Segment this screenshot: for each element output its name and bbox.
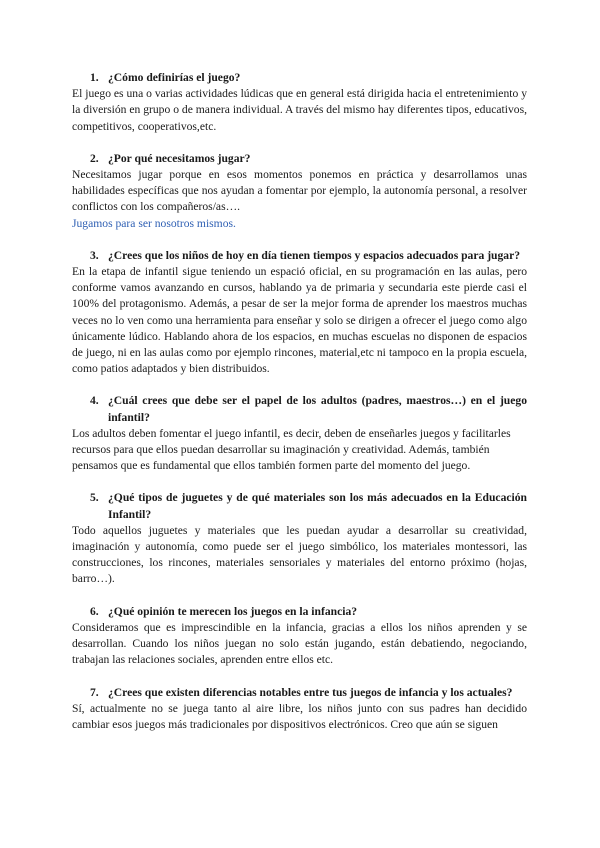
question-heading-6 [90,604,527,620]
answer-paragraph-3: En la etapa de infantil sigue teniendo un espació oficial, en su programación en las aulas, pero conforme vamos avanzando en cursos, hablando ya de primaria y secundaria este pierde casi el 100% del protagonismo. Además, a pesar de ser la mejor forma de aprender los maestros muchas veces no lo ven como una herramienta para enseñar y solo se dirigen a ofrecer el juego como algo únicamente lúdico. Hablando ahora de los espacios, en muchas escuelas no disponen de espacios de juego, ni en las aulas como por ejemplo rincones, material,etc ni tampoco en la propia escuela, como patios adaptados y bien distribuidos. [72,265,527,376]
question-text: ¿Cuál crees que debe ser el papel de los adultos (padres, maestros…) en el juego infantil? [108,394,527,424]
question-text: ¿Qué tipos de juguetes y de qué materiales son los más adecuados en la Educación Infantil? [108,491,527,521]
question-text: ¿Cómo definirías el juego? [108,71,241,84]
document-page [72,70,527,733]
answer-paragraph-7: Sí, actualmente no se juega tanto al aire libre, los niños junto con sus padres han decidido cambiar esos juegos más tradicionales por dispositivos electrónicos. Creo que aún se siguen [72,701,527,731]
question-text: ¿Crees que los niños de hoy en día tienen tiempos y espacios adecuados para jugar? [108,248,521,262]
question-number: 1. [90,71,99,84]
answer-paragraph-4: Los adultos deben fomentar el juego infantil, es decir, deben de enseñarles juegos y facilitarles recursos para que ellos puedan desarrollar su imaginación y creatividad. Además, también pensamos que es fundamental que ellos también formen parte del momento del juego. [72,426,511,473]
question-number: 7. [90,685,99,699]
question-number: 6. [90,604,99,618]
question-text: ¿Crees que existen diferencias notables entre tus juegos de infancia y los actuales? [108,685,513,699]
question-heading-1 [90,70,527,86]
question-number: 4. [90,394,99,408]
question-heading-5 [90,490,527,522]
question-heading-4 [90,393,527,425]
answer-paragraph-2: Necesitamos jugar porque en esos momentos ponemos en práctica y desarrollamos unas habilidades específicas que nos ayudan a fomentar por ejemplo, la autonomía personal, a resolver conflictos con los compañeros/as…. [72,168,527,214]
question-number: 5. [90,491,99,505]
answer-paragraph-6: Consideramos que es imprescindible en la infancia, gracias a ellos los niños aprenden y se desarrollan. Cuando los niños juegan no solo están jugando, están debatiendo, negociando, trabajan las relaciones sociales, aprenden entre ellos etc. [72,620,527,667]
question-text: ¿Por qué necesitamos jugar? [108,151,251,165]
question-text: ¿Qué opinión te merecen los juegos en la infancia? [108,604,358,618]
question-number: 2. [90,151,99,165]
highlighted-answer-line: Jugamos para ser nosotros mismos. [72,216,236,230]
question-heading-3 [90,248,527,264]
answer-paragraph-1: El juego es una o varias actividades lúdicas que en general está dirigida hacia el entretenimiento y la diversión en grupo o de manera individual. A través del mismo hay diferentes tipos, educativos, competitivos, cooperativos,etc. [72,87,527,133]
answer-paragraph-5: Todo aquellos juguetes y materiales que les puedan ayudar a desarrollar su creatividad, imaginación y autonomía, como puede ser el juego simbólico, los materiales montessori, las construcciones, los rincones, materiales sensoriales y materiales del entorno próximo (hojas, barro…). [72,523,527,586]
question-heading-2 [90,151,527,167]
question-heading-7 [90,685,527,701]
question-number: 3. [90,248,99,262]
